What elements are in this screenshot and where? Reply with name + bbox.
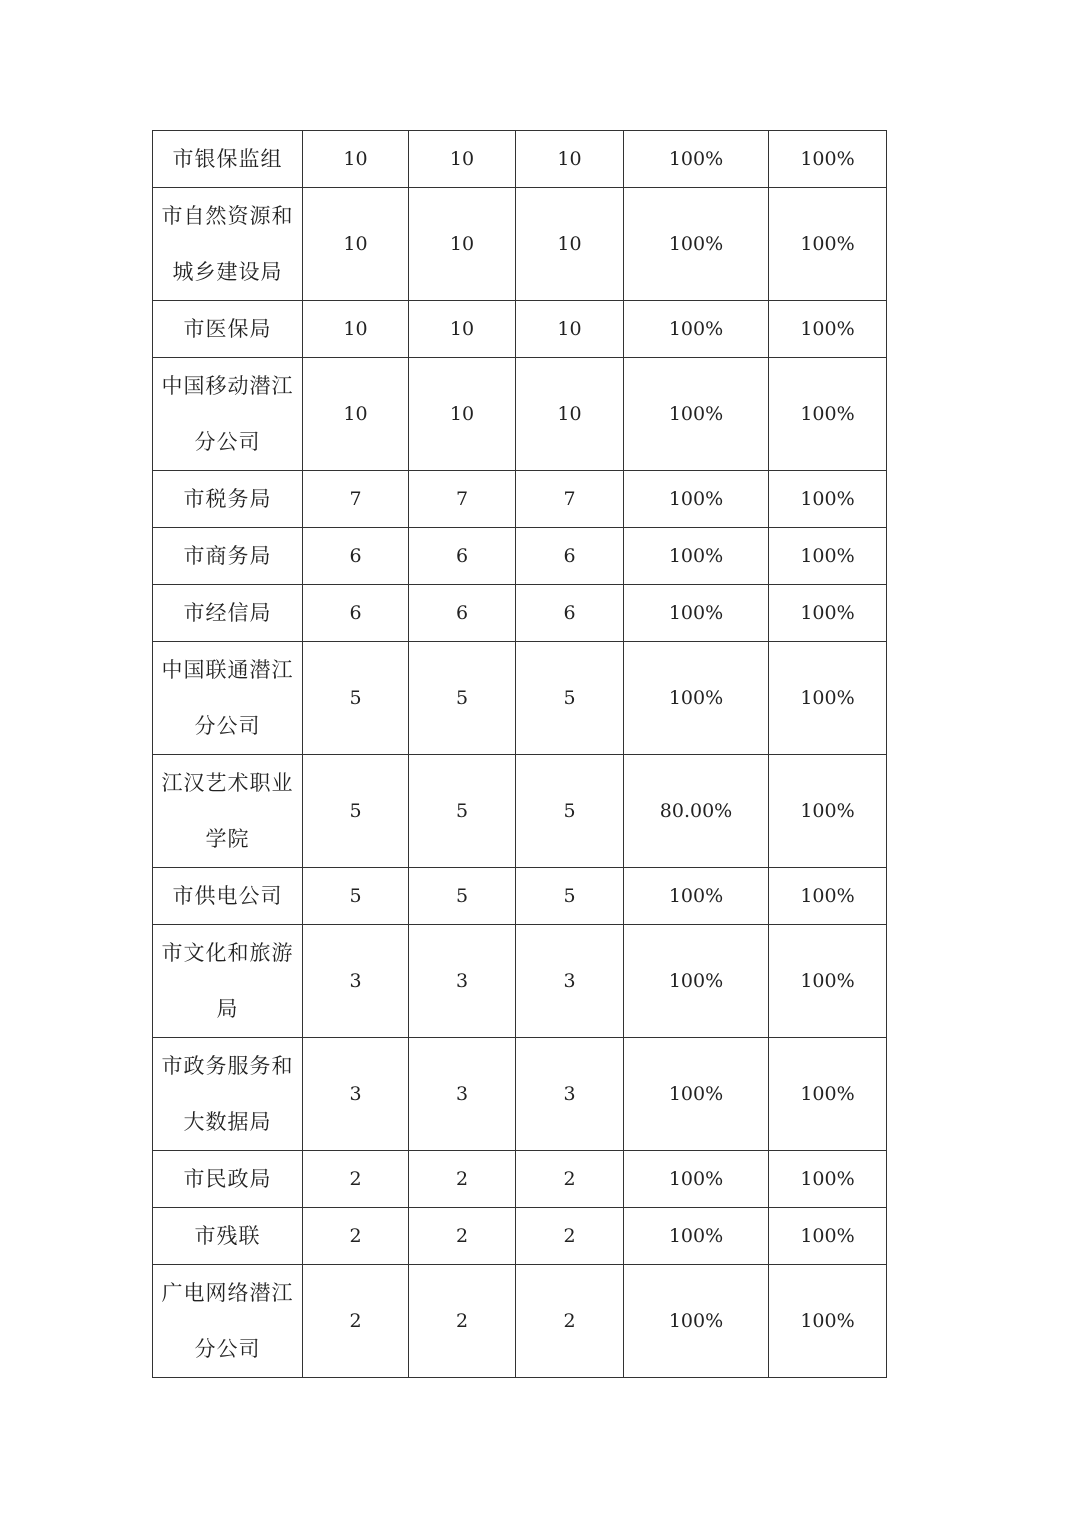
value-cell-c5: 100% — [769, 131, 887, 188]
value-cell-c1: 6 — [303, 528, 409, 585]
table-row — [153, 1208, 887, 1265]
value-cell-c5: 100% — [769, 301, 887, 358]
value-cell-c2: 10 — [409, 131, 516, 188]
value-cell-c2: 6 — [409, 585, 516, 642]
value-cell-c1: 10 — [303, 188, 409, 301]
value-cell-c1: 7 — [303, 471, 409, 528]
unit-name-cell: 江汉艺术职业 学院 — [153, 755, 303, 868]
value-cell-c3: 7 — [516, 471, 624, 528]
unit-name-cell: 市商务局 — [153, 528, 303, 585]
table-row — [153, 642, 887, 755]
value-cell-c3: 10 — [516, 358, 624, 471]
value-cell-c2: 7 — [409, 471, 516, 528]
value-cell-c4: 100% — [624, 528, 769, 585]
unit-name-cell: 市医保局 — [153, 301, 303, 358]
value-cell-c2: 10 — [409, 358, 516, 471]
table-row — [153, 131, 887, 188]
value-cell-c3: 5 — [516, 642, 624, 755]
table-row — [153, 868, 887, 925]
value-cell-c4: 100% — [624, 301, 769, 358]
value-cell-c2: 3 — [409, 925, 516, 1038]
value-cell-c5: 100% — [769, 642, 887, 755]
value-cell-c2: 3 — [409, 1038, 516, 1151]
value-cell-c2: 10 — [409, 301, 516, 358]
value-cell-c2: 6 — [409, 528, 516, 585]
unit-name-cell: 中国移动潜江 分公司 — [153, 358, 303, 471]
value-cell-c3: 3 — [516, 1038, 624, 1151]
value-cell-c4: 100% — [624, 471, 769, 528]
value-cell-c4: 80.00% — [624, 755, 769, 868]
value-cell-c5: 100% — [769, 358, 887, 471]
value-cell-c4: 100% — [624, 1208, 769, 1265]
unit-name-cell: 市残联 — [153, 1208, 303, 1265]
value-cell-c2: 2 — [409, 1265, 516, 1378]
value-cell-c3: 2 — [516, 1151, 624, 1208]
value-cell-c4: 100% — [624, 131, 769, 188]
value-cell-c1: 5 — [303, 868, 409, 925]
value-cell-c5: 100% — [769, 868, 887, 925]
unit-name-cell: 市经信局 — [153, 585, 303, 642]
value-cell-c1: 6 — [303, 585, 409, 642]
value-cell-c4: 100% — [624, 868, 769, 925]
value-cell-c3: 5 — [516, 755, 624, 868]
unit-name-cell: 市自然资源和 城乡建设局 — [153, 188, 303, 301]
unit-name-cell: 市民政局 — [153, 1151, 303, 1208]
unit-name-cell: 中国联通潜江 分公司 — [153, 642, 303, 755]
unit-name-cell: 市银保监组 — [153, 131, 303, 188]
value-cell-c4: 100% — [624, 358, 769, 471]
unit-name-cell: 市政务服务和 大数据局 — [153, 1038, 303, 1151]
value-cell-c1: 5 — [303, 755, 409, 868]
value-cell-c4: 100% — [624, 1038, 769, 1151]
value-cell-c2: 5 — [409, 868, 516, 925]
table-row — [153, 1151, 887, 1208]
value-cell-c1: 10 — [303, 131, 409, 188]
value-cell-c5: 100% — [769, 471, 887, 528]
value-cell-c2: 2 — [409, 1208, 516, 1265]
value-cell-c5: 100% — [769, 1208, 887, 1265]
value-cell-c2: 5 — [409, 642, 516, 755]
table-row — [153, 301, 887, 358]
value-cell-c2: 5 — [409, 755, 516, 868]
value-cell-c5: 100% — [769, 925, 887, 1038]
value-cell-c3: 6 — [516, 585, 624, 642]
value-cell-c4: 100% — [624, 1151, 769, 1208]
value-cell-c1: 5 — [303, 642, 409, 755]
value-cell-c5: 100% — [769, 528, 887, 585]
value-cell-c1: 3 — [303, 1038, 409, 1151]
value-cell-c1: 3 — [303, 925, 409, 1038]
table-row — [153, 528, 887, 585]
value-cell-c4: 100% — [624, 188, 769, 301]
value-cell-c1: 2 — [303, 1265, 409, 1378]
value-cell-c4: 100% — [624, 585, 769, 642]
value-cell-c2: 10 — [409, 188, 516, 301]
value-cell-c5: 100% — [769, 1265, 887, 1378]
table-row — [153, 925, 887, 1038]
value-cell-c3: 10 — [516, 131, 624, 188]
value-cell-c3: 6 — [516, 528, 624, 585]
table-row — [153, 1038, 887, 1151]
data-table — [152, 130, 887, 1378]
value-cell-c3: 5 — [516, 868, 624, 925]
value-cell-c4: 100% — [624, 642, 769, 755]
value-cell-c1: 10 — [303, 358, 409, 471]
value-cell-c5: 100% — [769, 1038, 887, 1151]
value-cell-c4: 100% — [624, 925, 769, 1038]
value-cell-c2: 2 — [409, 1151, 516, 1208]
value-cell-c4: 100% — [624, 1265, 769, 1378]
unit-name-cell: 市供电公司 — [153, 868, 303, 925]
value-cell-c5: 100% — [769, 755, 887, 868]
value-cell-c3: 2 — [516, 1208, 624, 1265]
value-cell-c3: 10 — [516, 301, 624, 358]
value-cell-c5: 100% — [769, 1151, 887, 1208]
table-row — [153, 188, 887, 301]
table-row — [153, 358, 887, 471]
value-cell-c1: 2 — [303, 1151, 409, 1208]
unit-name-cell: 广电网络潜江 分公司 — [153, 1265, 303, 1378]
value-cell-c3: 10 — [516, 188, 624, 301]
value-cell-c3: 2 — [516, 1265, 624, 1378]
unit-name-cell: 市税务局 — [153, 471, 303, 528]
table-row — [153, 585, 887, 642]
value-cell-c1: 2 — [303, 1208, 409, 1265]
value-cell-c5: 100% — [769, 585, 887, 642]
value-cell-c5: 100% — [769, 188, 887, 301]
table-row — [153, 1265, 887, 1378]
table-row — [153, 755, 887, 868]
value-cell-c3: 3 — [516, 925, 624, 1038]
value-cell-c1: 10 — [303, 301, 409, 358]
table-row — [153, 471, 887, 528]
table-body — [153, 131, 887, 1378]
unit-name-cell: 市文化和旅游 局 — [153, 925, 303, 1038]
